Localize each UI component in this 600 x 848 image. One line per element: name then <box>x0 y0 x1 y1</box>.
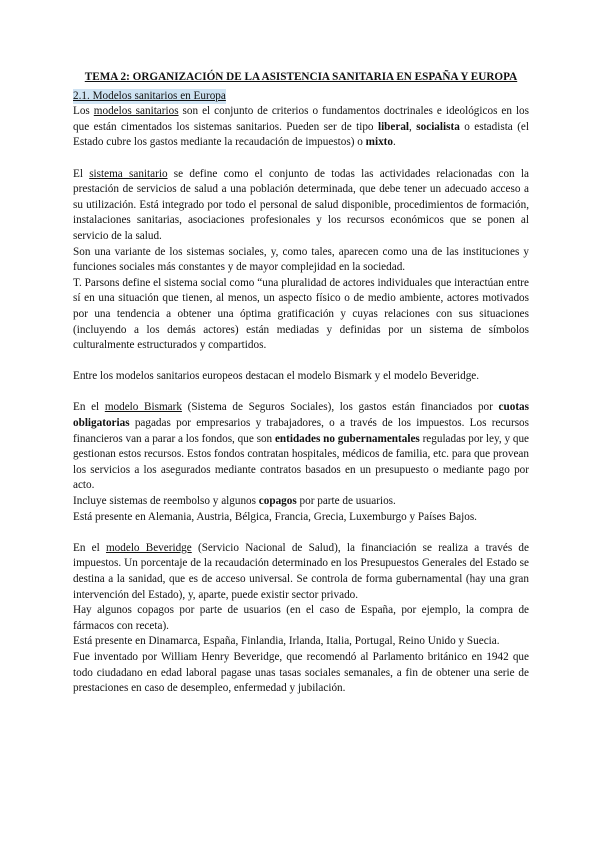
bold-mixto: mixto <box>365 136 393 149</box>
paragraph-modelo-beveridge: En el modelo Beveridge (Servicio Nacional de Salud), la financiación se realiza a través de impuestos. Un porcentaje de la recaudación determinado en los Presupuestos Generales del Estado se destina a la sanidad, que es de acceso universal. Se controla de forma gubernamental (hay una gran intervención del Estado), y, aparte, puede existir sector privado. <box>73 541 529 601</box>
paragraph-beveridge-paises: Está presente en Dinamarca, España, Finlandia, Irlanda, Italia, Portugal, Reino Unido y Suecia. <box>73 635 500 648</box>
section-heading: 2.1. Modelos sanitarios en Europa <box>73 89 226 105</box>
term-modelo-beveridge: modelo Beveridge <box>105 541 192 554</box>
paragraph-modelos-sanitarios: Los modelos sanitarios son el conjunto de criterios o fundamentos doctrinales e ideológicos en los que están cimentados los sistemas sanitarios. Pueden ser de tipo liberal, socialista o estadista (el Estado cubre los gastos mediante la recaudación de impuestos) o mixto. <box>73 105 530 149</box>
paragraph-sistemas-sociales: Son una variante de los sistemas sociales, y, como tales, aparecen como una de las instituciones y funciones sociales más constantes y de mayor complejidad en la sociedad. <box>73 245 529 274</box>
bold-socialista: socialista <box>416 120 460 133</box>
paragraph-modelos-europeos: Entre los modelos sanitarios europeos destacan el modelo Bismark y el modelo Beveridge. <box>73 370 480 383</box>
document-title: TEMA 2: ORGANIZACIÓN DE LA ASISTENCIA SANITARIA EN ESPAÑA Y EUROPA <box>84 71 518 83</box>
bold-entidades-no-gubernamentales: entidades no gubernamentales <box>274 432 420 445</box>
paragraph-bismark-paises: Está presente en Alemania, Austria, Bélgica, Francia, Grecia, Luxemburgo y Países Bajos. <box>73 510 477 523</box>
term-modelo-bismark: modelo Bismark <box>104 401 182 414</box>
paragraph-parsons: T. Parsons define el sistema social como “una pluralidad de actores individuales que interactúan entre sí en una situación que tienen, al menos, un aspecto físico o de medio ambiente, actores motivados por una tendencia a obtener una óptima gratificación y cuyas relaciones con sus situaciones (incluyendo a los demás actores) están mediadas y definidas por un sistema de símbolos culturalmente estructurados y compartidos. <box>73 276 529 352</box>
paragraph-modelo-bismark: En el modelo Bismark (Sistema de Seguros Sociales), los gastos están financiados por cuotas obligatorias pagadas por empresarios y trabajadores, o a través de los impuestos. Los recursos financieros van a parar a los fondos, que son entidades no gubernamentales reguladas por ley, y que gestionan estos recursos. Estos fondos contratan hospitales, médicos de familia, etc. para que provean los servicios a los asegurados mediante contratos basados en un presupuesto o mediante pago por acto. <box>73 401 530 492</box>
paragraph-copagos-espana: Hay algunos copagos por parte de usuarios (en el caso de España, por ejemplo, la compra de fármacos con receta). <box>73 604 529 632</box>
paragraph-sistema-sanitario: El sistema sanitario se define como el conjunto de todas las actividades relacionadas con la prestación de servicios de salud a una población determinada, que debe tener un adecuado acceso a su utilización. Está integrado por todo el personal de salud disponible, procedimientos de formación, instalaciones sanitarias, asociaciones profesionales y los recursos económicos que se ponen al servicio de la salud. <box>73 167 529 242</box>
bold-cuotas-obligatorias: cuotas obligatorias <box>73 401 529 430</box>
bold-copagos: copagos <box>258 495 297 508</box>
term-sistema-sanitario: sistema sanitario <box>89 167 168 180</box>
document-page <box>73 70 529 697</box>
term-modelos-sanitarios: modelos sanitarios <box>93 105 179 118</box>
bold-liberal: liberal <box>377 120 410 133</box>
paragraph-beveridge-historia: Fue inventado por William Henry Beveridge, que recomendó al Parlamento británico en 1942 que todo ciudadano en edad laboral pagase unas tasas sociales semanales, a fin de obtener una serie de prestaciones en caso de desempleo, enfermedad y jubilación. <box>73 650 529 695</box>
paragraph-copagos: Incluye sistemas de reembolso y algunos copagos por parte de usuarios. <box>73 495 396 508</box>
section-heading-row <box>73 89 529 105</box>
